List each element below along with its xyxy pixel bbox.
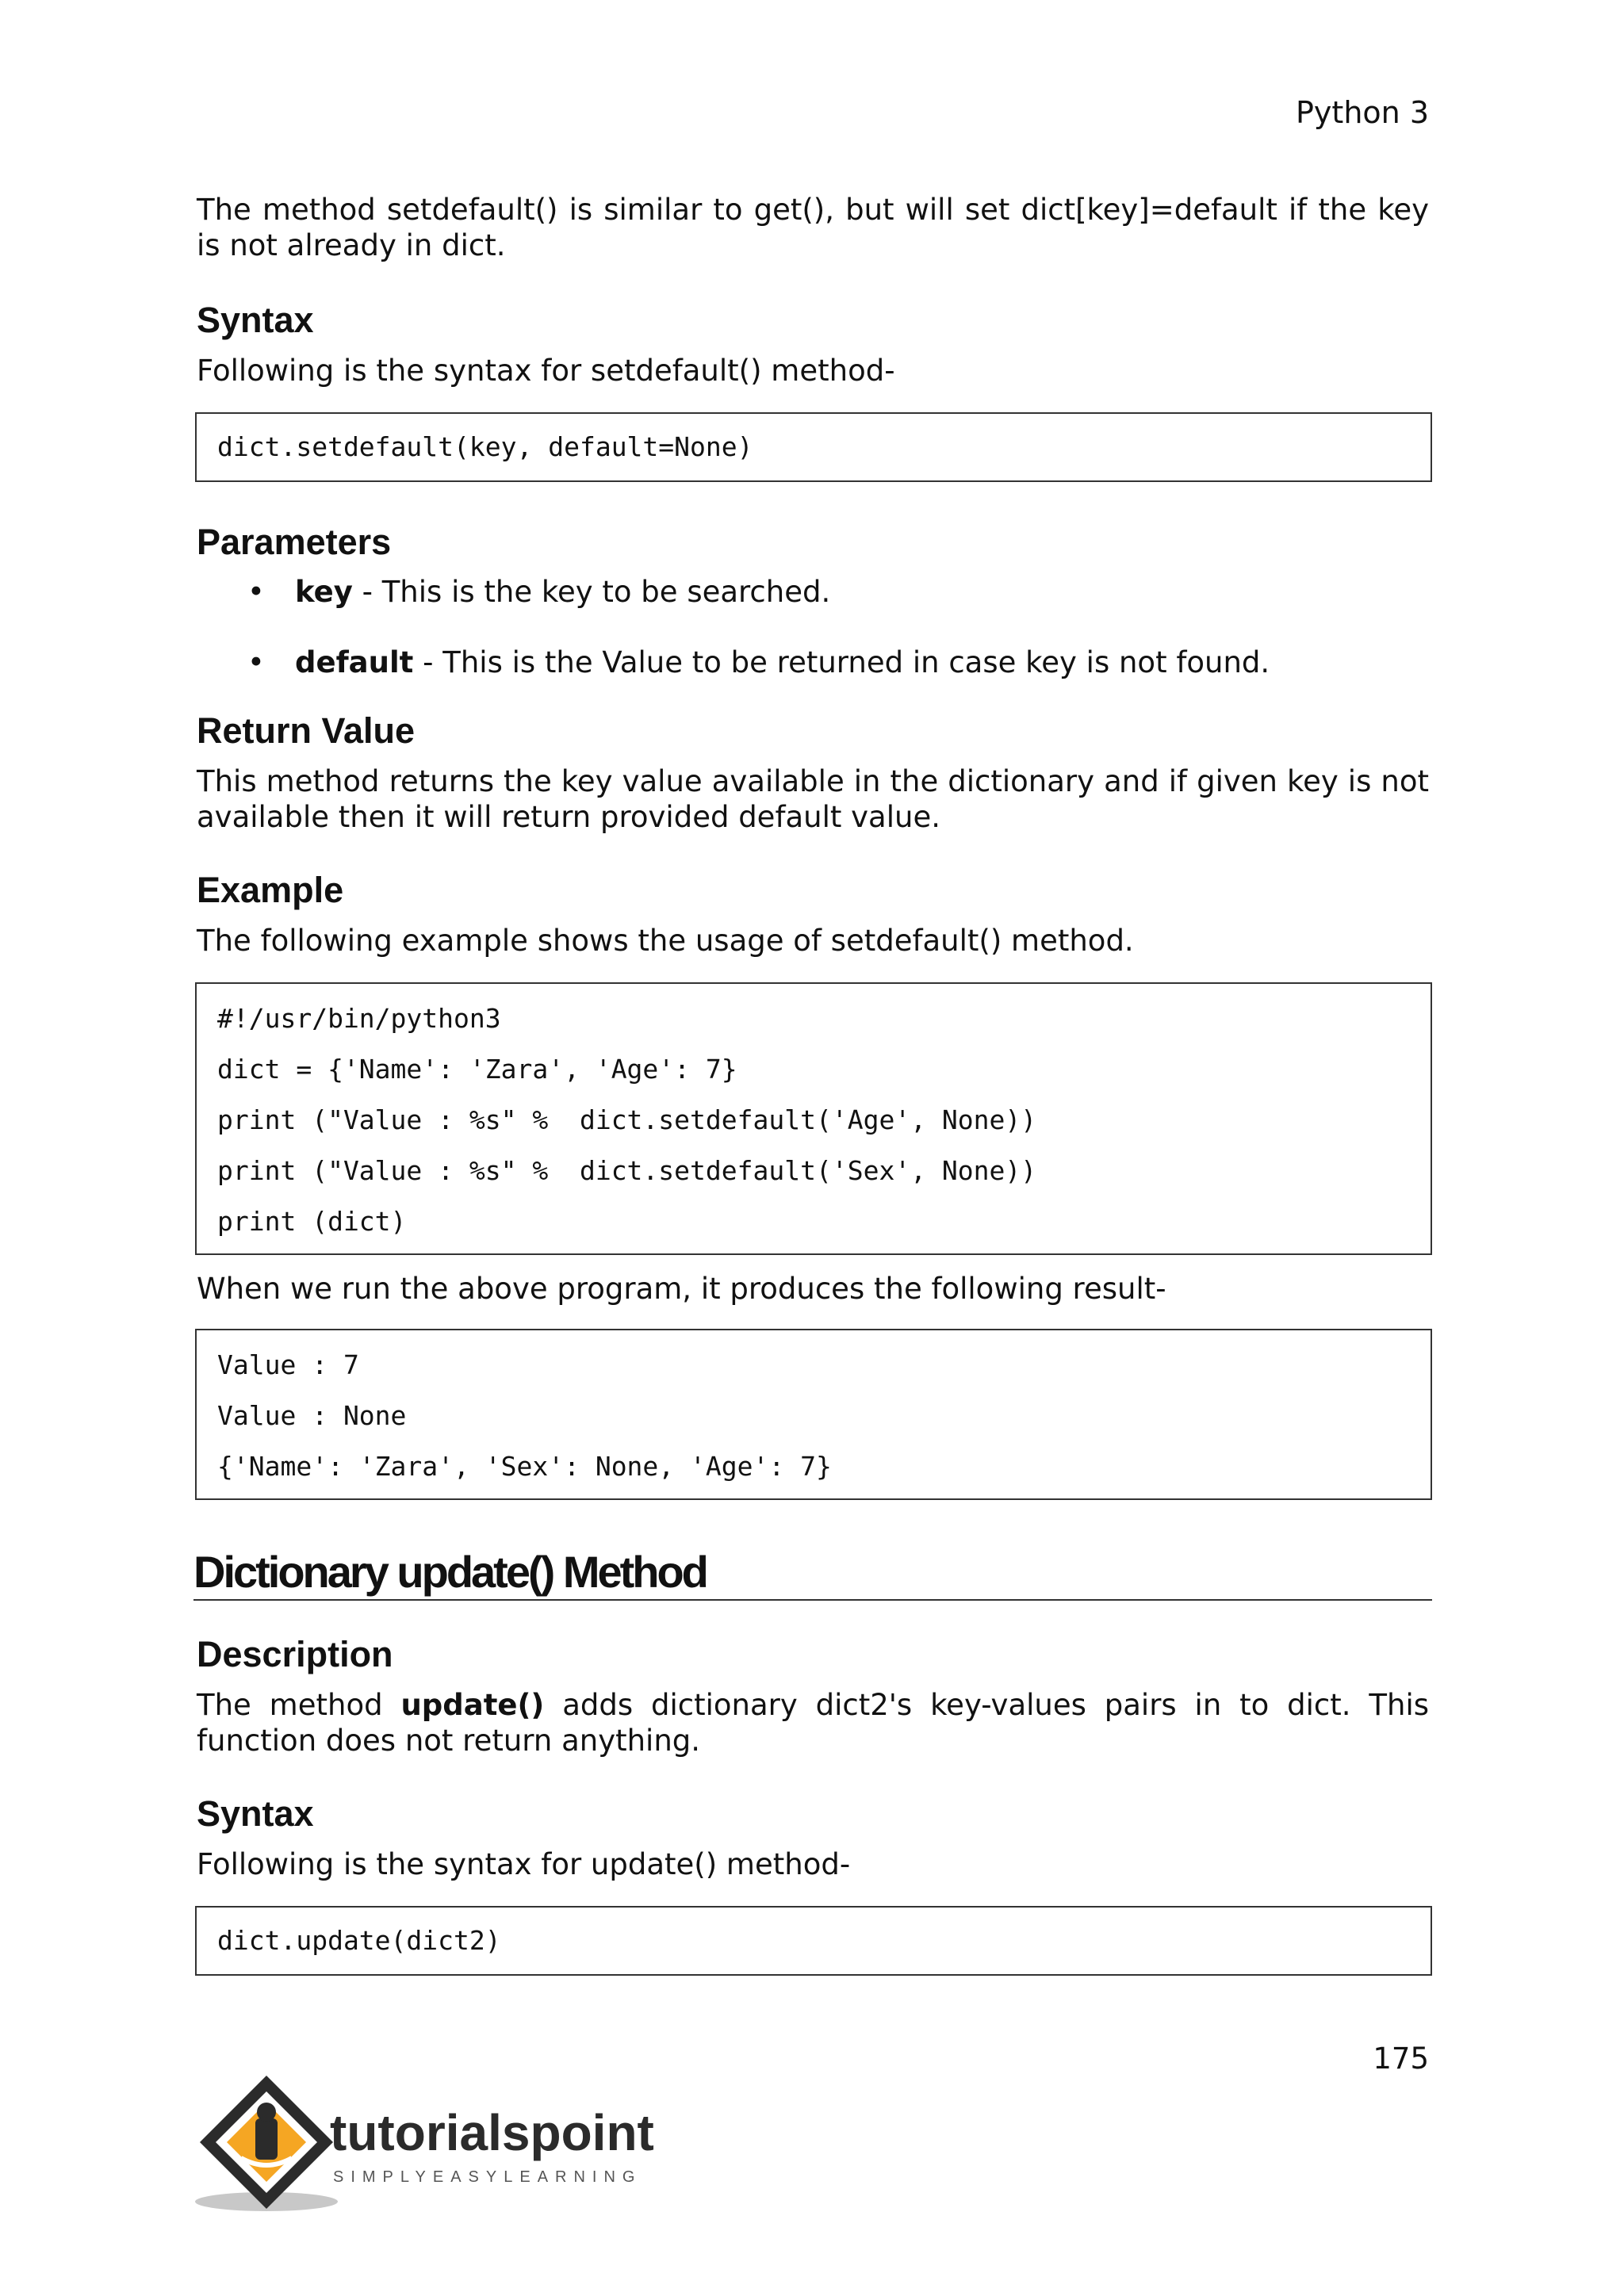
syntax-code-block [195, 412, 1432, 482]
param-term: default [295, 645, 414, 679]
logo-wordmark: tutorialspoint [330, 2104, 654, 2161]
return-value-heading: Return Value [197, 710, 416, 751]
syntax-heading: Syntax [197, 300, 314, 340]
description-heading: Description [197, 1634, 393, 1674]
param-term: key [295, 575, 353, 609]
param-desc: - This is the Value to be returned in case key is not found. [413, 645, 1270, 679]
code-line: dict.update(dict2) [217, 1925, 501, 1956]
description-text [197, 1687, 1429, 1758]
output-line: {'Name': 'Zara', 'Sex': None, 'Age': 7} [217, 1451, 832, 1482]
result-text: When we run the above program, it produces the following result- [197, 1272, 1166, 1306]
logo-tagline: SIMPLYEASYLEARNING [333, 2168, 642, 2186]
syntax-text: Following is the syntax for setdefault() method- [197, 354, 895, 388]
code-line: print ("Value : %s" % dict.setdefault('Age', None)) [217, 1104, 1037, 1135]
description-text-before: The method [197, 1688, 401, 1722]
bullet-icon: • [247, 645, 265, 679]
output-code-block [195, 1329, 1432, 1500]
parameters-list [197, 574, 1429, 680]
code-line: print (dict) [217, 1206, 407, 1237]
param-desc: - This is the key to be searched. [352, 575, 831, 609]
return-value-text: This method returns the key value available in the dictionary and if given key is not available then it will return provided default value. [197, 764, 1429, 834]
page-content [193, 192, 1429, 1976]
syntax2-code-block [195, 1906, 1432, 1976]
example-text: The following example shows the usage of setdefault() method. [197, 924, 1134, 958]
logo-icon [193, 2071, 669, 2214]
example-code-block [195, 982, 1432, 1255]
parameters-heading: Parameters [197, 522, 392, 562]
syntax2-text: Following is the syntax for update() method- [197, 1847, 851, 1881]
bullet-icon: • [247, 575, 265, 609]
section-title: Dictionary update() Method [193, 1546, 1432, 1601]
output-line: Value : 7 [217, 1349, 359, 1380]
output-line: Value : None [217, 1400, 407, 1431]
code-line: #!/usr/bin/python3 [217, 1003, 501, 1034]
syntax2-heading: Syntax [197, 1793, 314, 1834]
description-text-bold: update() [400, 1688, 545, 1722]
description-text-after: adds dictionary dict2's key-values pairs in to dict. This function does not return anything. [197, 1688, 1429, 1758]
list-item [197, 645, 1429, 680]
code-line: dict = {'Name': 'Zara', 'Age': 7} [217, 1054, 737, 1085]
code-line: dict.setdefault(key, default=None) [217, 431, 753, 462]
tutorialspoint-logo [193, 2071, 669, 2214]
list-item [197, 574, 1429, 610]
page-header: Python 3 [1296, 95, 1429, 130]
intro-paragraph: The method setdefault() is similar to get(), but will set dict[key]=default if the key is not already in dict. [197, 193, 1429, 262]
example-heading: Example [197, 870, 344, 910]
page-number: 175 [1373, 2042, 1429, 2076]
code-line: print ("Value : %s" % dict.setdefault('Sex', None)) [217, 1155, 1037, 1186]
